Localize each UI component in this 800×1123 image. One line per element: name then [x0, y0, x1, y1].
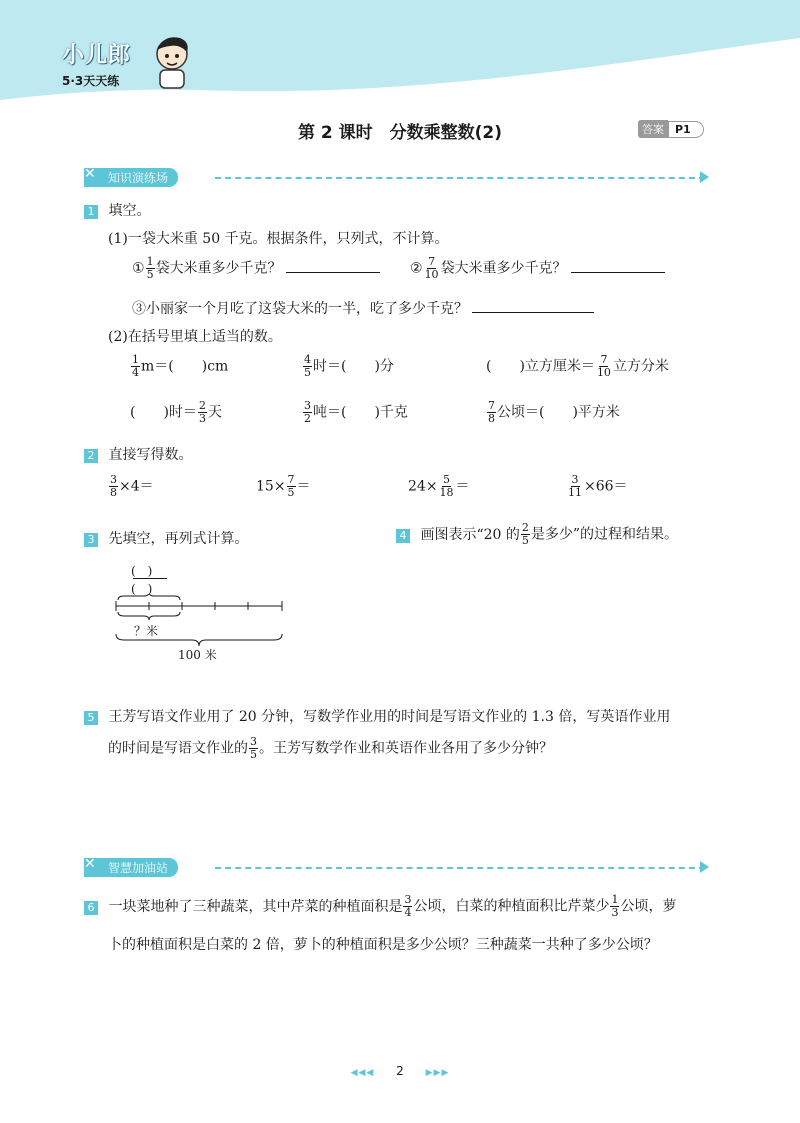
- q3-header: [84, 528, 248, 548]
- item-marker: ①: [132, 260, 145, 277]
- item-text: 袋大米重多少千克？: [440, 260, 567, 277]
- fraction: $\frac{3}{11}$: [568, 473, 582, 499]
- item-text: ③小丽家一个月吃了这袋大米的一半，吃了多少千克？: [132, 301, 468, 317]
- q1-header: [84, 200, 150, 220]
- fraction: $\frac{2}{3}$: [198, 399, 206, 425]
- page-footer: [0, 1064, 800, 1078]
- fraction: $\frac{4}{5}$: [304, 353, 311, 379]
- banner-arrow-icon: [700, 861, 709, 873]
- fraction: $\frac{7}{10}$: [596, 353, 611, 379]
- question-number: 6: [84, 901, 98, 915]
- banner-deco-icon: ✕: [84, 166, 96, 182]
- q1-part2: (2)在括号里填上适当的数。: [108, 329, 282, 345]
- fraction: $\frac{2}{5}$: [521, 521, 529, 547]
- q1-fill-r2c1[interactable]: ( )时＝ $\frac{2}{3}$ 天: [130, 399, 222, 425]
- q4-header: 4 画图表示“20 的 $\frac{2}{5}$ 是多少”的过程和结果。: [396, 522, 678, 547]
- q5-line1: 5 王芳写语文作业用了 20 分钟，写数学作业用的时间是写语文作业的 1.3 倍，写英语作业用: [84, 706, 670, 726]
- q1-part1: (1)一袋大米重 50 千克。根据条件，只列式，不计算。: [108, 231, 449, 247]
- answer-blank[interactable]: [571, 272, 665, 273]
- q1-fill-r1c3[interactable]: ( )立方厘米＝ $\frac{7}{10}$ 立方分米: [486, 353, 669, 379]
- question-number: 5: [84, 711, 98, 725]
- fraction-bar: [133, 578, 167, 579]
- next-arrows-icon: ▶▶▶: [425, 1068, 450, 1078]
- answer-label: 答案: [638, 120, 668, 138]
- section-banner-practice: [84, 168, 178, 186]
- section-title: 智慧加油站: [84, 858, 178, 877]
- q2-header: [84, 444, 192, 464]
- q1-fill-r2c2[interactable]: $\frac{3}{2}$ 吨＝( )千克: [304, 399, 408, 425]
- answer-blank[interactable]: [472, 312, 594, 313]
- q6-line1: 6 一块菜地种了三种蔬菜，其中芹菜的种植面积是 $\frac{3}{4}$ 公顷，白菜的种植面积比芹菜少 $\frac{1}{3}$ 公顷，萝: [84, 894, 676, 919]
- question-number: 1: [84, 205, 98, 219]
- q2-title: 直接写得数。: [108, 447, 193, 463]
- fraction: $\frac{7}{10}$: [424, 255, 439, 281]
- answer-page: P1: [668, 121, 704, 138]
- banner-deco-icon: ✕: [84, 856, 96, 872]
- q5-line2: 的时间是写语文作业的 $\frac{3}{5}$ 。王芳写数学作业和英语作业各用了多少分钟？: [108, 735, 553, 761]
- fraction: $\frac{5}{18}$: [439, 473, 454, 499]
- fraction: $\frac{3}{4}$: [404, 893, 412, 919]
- answer-blank[interactable]: [286, 272, 380, 273]
- prev-arrows-icon: ◀◀◀: [350, 1068, 375, 1078]
- q3-paren-bottom[interactable]: ( ): [131, 582, 153, 596]
- page-number: 2: [396, 1064, 404, 1078]
- q2-expr-4[interactable]: $\frac{3}{11}$ ×66＝: [568, 473, 628, 499]
- q1-item-c: [132, 298, 594, 318]
- q1-item-b: [410, 256, 665, 281]
- fraction: $\frac{3}{5}$: [250, 735, 257, 761]
- fraction: $\frac{1}{4}$: [132, 353, 139, 379]
- item-text: 袋大米重多少千克？: [155, 260, 282, 277]
- q2-expr-1[interactable]: $\frac{3}{8}$ ×4＝: [110, 473, 154, 499]
- question-number: 2: [84, 449, 98, 463]
- question-number: 3: [84, 533, 98, 547]
- q1-fill-r2c3[interactable]: $\frac{7}{8}$ 公顷＝( )平方米: [488, 399, 620, 425]
- q1-title: 填空。: [108, 203, 151, 219]
- q3-title: 先填空，再列式计算。: [108, 531, 249, 547]
- q6-line2: 卜的种植面积是白菜的 2 倍，萝卜的种植面积是多少公顷？三种蔬菜一共种了多少公顷？: [108, 937, 658, 953]
- banner-arrow-icon: [700, 171, 709, 183]
- fraction: $\frac{7}{8}$: [488, 399, 495, 425]
- logo-title: 小儿郎: [62, 43, 132, 68]
- banner-dashed-line: [215, 867, 705, 869]
- q2-expr-3[interactable]: 24× $\frac{5}{18}$ ＝: [408, 473, 470, 499]
- q1-fill-r1c2[interactable]: $\frac{4}{5}$ 时＝( )分: [304, 353, 394, 379]
- section-title: 知识演练场: [84, 168, 178, 187]
- logo-subtitle: 5·3天天练: [62, 74, 120, 88]
- section-banner-challenge: [84, 858, 178, 876]
- q3-paren-top[interactable]: ( ): [131, 564, 153, 578]
- answer-tag[interactable]: [638, 120, 704, 138]
- q2-expr-2[interactable]: 15× $\frac{7}{5}$ ＝: [256, 473, 311, 499]
- q1-item-a: [132, 256, 380, 281]
- q3-part-label: ？米: [134, 624, 159, 638]
- fraction: $\frac{3}{8}$: [110, 473, 117, 499]
- lesson-title: 第 2 课时 分数乘整数(2): [297, 123, 503, 143]
- banner-dashed-line: [215, 177, 705, 179]
- question-number: 4: [396, 529, 410, 543]
- item-marker: ②: [410, 260, 423, 277]
- fraction: $\frac{1}{5}$: [146, 255, 154, 281]
- q3-total-label: 100 米: [178, 648, 217, 662]
- fraction: $\frac{1}{3}$: [611, 893, 619, 919]
- fraction: $\frac{7}{5}$: [287, 473, 295, 499]
- fraction: $\frac{3}{2}$: [304, 399, 311, 425]
- logo-avatar: [150, 32, 194, 90]
- q1-fill-r1c1[interactable]: $\frac{1}{4}$ m＝( )cm: [132, 353, 229, 379]
